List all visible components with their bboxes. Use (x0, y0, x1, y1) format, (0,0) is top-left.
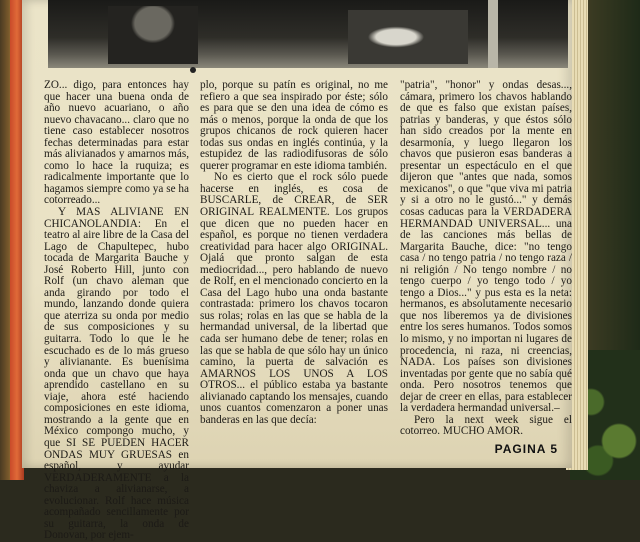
paragraph: Y MAS ALIVIANE EN CHICANOLANDIA: En el teatro al aire libre de la Casa del Lago de Chapultepec, hubo tocada de Margarita Bauche y José Roberto Hill, junto con Rolf (un chavo aleman que anda girando por todo el mundo, lanzando donde quiera que aterriza su onda por medio de sus composiciones y su guitarra. Todo lo que le he escuchado es de lo más grueso y alivianante. Es buenísima onda que un chavo que haya aprendido castellano en su viaje, ahora esté haciendo composiciones en este idioma, mostrando a la gente que en México compongo mucho, y que SI SE PUEDEN HACER ONDAS MUY GRUESAS en español, y ayudar VERDADERAMENTE a la chaviza a alivianarse, a evolucionar. Rolf hace música acompañado sencillamente por su guitarra, la onda de Donovan, por ejem- (44, 206, 189, 542)
paragraph: No es cierto que el rock sólo puede hacerse en inglés, es cosa de BUSCARLE, de CREAR, de SER ORIGINAL REALMENTE. Los grupos que dicen que no pueden hacer en español, es porque no tienen verdadera creatividad para hacer algo ORIGINAL. Ojalá que pronto salgan de esta mediocridad..., pero hablando de nuevo de Rolf, en el mencionado concierto en la Casa del Lago hubo una onda bastante contrastada: primero los chavos tocaron sus rolas; rolas en las que se habla de la hermandad universal, de la libertad que cada ser humano debe de tener; rolas en las que se habla de que sólo hay un único camino, la puerta de salvación es AMARNOS LOS UNOS A LOS OTROS... el público estaba ya bastante alivianado captando los mensajes, cuando unos cuantos comenzaron a poner unas banderas en las que decía: (200, 171, 388, 426)
photo-banner (48, 0, 568, 68)
paragraph: Pero la next week sigue el cotorreo. MUCHO AMOR. (400, 413, 572, 438)
text-column-3 (400, 80, 572, 438)
page-number: PAGINA 5 (494, 442, 558, 456)
text-column-1 (44, 80, 189, 542)
photo-post (488, 0, 498, 68)
photo-figure-left (108, 6, 198, 64)
photo-figure-right (348, 10, 468, 64)
paragraph: plo, porque su patín es original, no me refiero a que sea inspirado por éste; sólo es para que se den una idea de cómo es más o menos, porque la onda de que los grupos chicanos de rock quieren hacer todas sus ondas en inglés continúa, y la estupidez de las radiodifusoras de sólo querer programar en este idioma también. (200, 79, 388, 172)
bullet-dot (190, 67, 196, 73)
paragraph: ZO... digo, para entonces hay que hacer una buena onda de año nuevo acuariano, o año nuevo chavacano... claro que no tiene caso establecer nosotros fechas determinadas para estar más alivianados y amarnos más, como lo hace la ruquiza; es radicalmente importante que lo hagamos siempre como ya se ha cotorreado... (44, 79, 189, 207)
paragraph: "patria", "honor" y ondas desas..., cámara, primero los chavos hablando de que es falso que existan países, patrias y banderas, y que éstos sólo han sido creados por la mente en desarmonía, y luego llegaron los chavos que pusieron esas banderas a presentar un espectáculo en el que dijeron que "antes que nada, somos mexicanos", o que "que viva mi patria y si a otro no le gustó..." y demás cosas caducas para la VERDADERA HERMANDAD UNIVERSAL... una de las canciones más bellas de Margarita Bauche, dice: "no tengo casa / no tengo patria / no tengo raza / ni religión / No tengo nombre / no tengo cuerpo / yo tengo todo / yo tengo a Dios..." y pus esta es la neta: hermanos, es absolutamente necesario que nos liberemos ya de divisiones entre los seres humanos. Todos somos lo mismo, y no importan ni lugares de procedencia, ni raza, ni creencias, NADA. Los países son divisiones inventadas por gente que no sabía qué onda. Pero nosotros tenemos que dejar de creer en ellas, para establecer la verdadera hermandad universal.– (400, 79, 572, 415)
text-column-2 (200, 80, 388, 426)
magazine-page (22, 0, 572, 542)
